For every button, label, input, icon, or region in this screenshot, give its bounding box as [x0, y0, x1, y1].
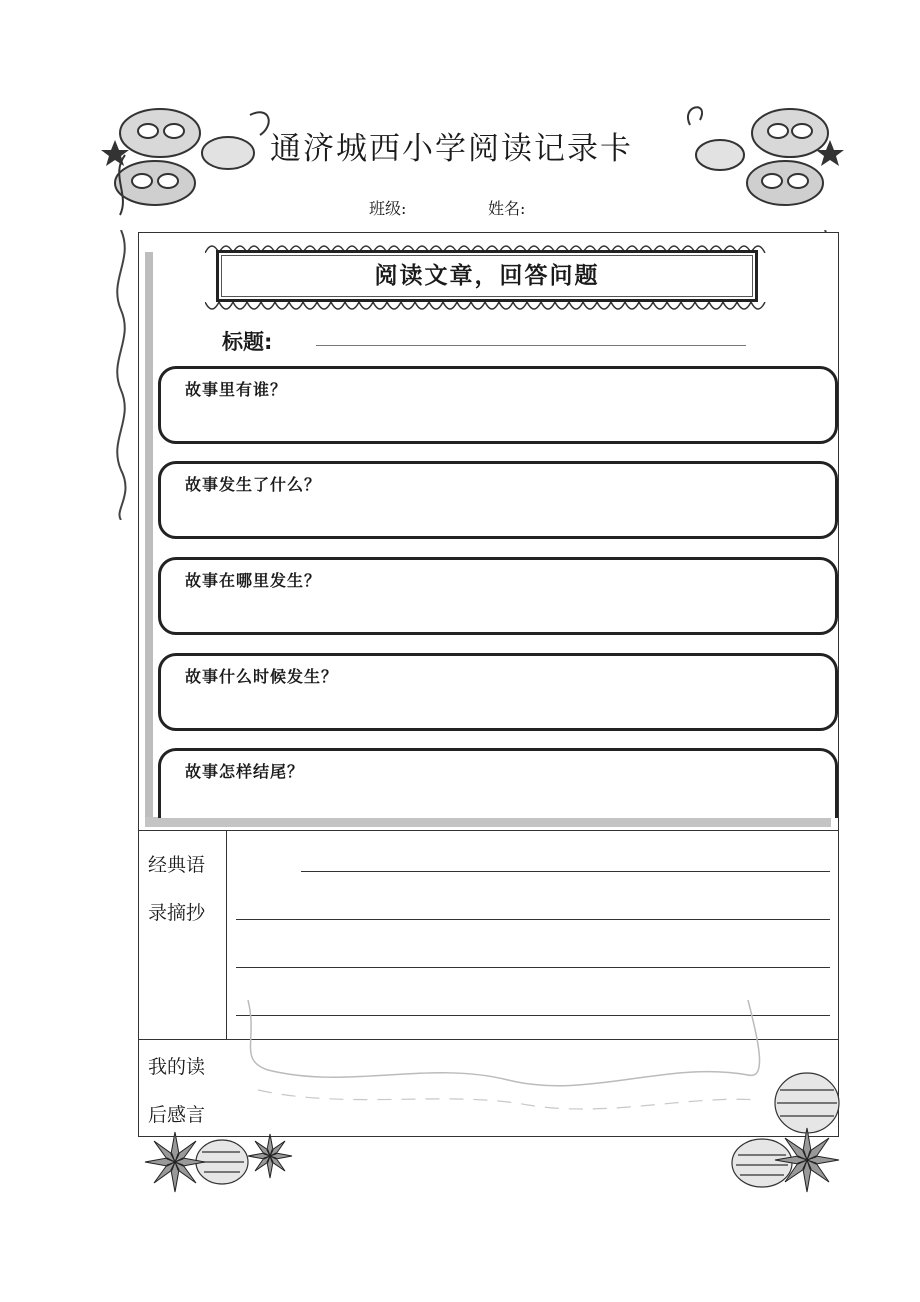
flower-decoration-left — [140, 1122, 300, 1197]
quote-line-1[interactable] — [301, 871, 830, 872]
table-column-divider — [226, 831, 227, 1039]
question-when: 故事什么时候发生？ — [185, 667, 339, 686]
mask-icon — [120, 109, 200, 157]
quote-line-3[interactable] — [236, 967, 830, 968]
ribbon-border-left — [104, 230, 138, 520]
quotes-label-line2: 录摘抄 — [148, 902, 206, 924]
question-box-ending[interactable] — [158, 748, 838, 818]
question-where: 故事在哪里发生？ — [185, 571, 322, 590]
page-title: 通济城西小学阅读记录卡 — [270, 131, 633, 167]
mask-icon — [752, 109, 828, 157]
quote-line-2[interactable] — [236, 919, 830, 920]
curtain-decoration — [228, 1000, 788, 1120]
story-title-field[interactable] — [316, 345, 746, 346]
reflection-label-line2: 后感言 — [148, 1104, 206, 1126]
worksheet-shadow-left — [145, 252, 153, 817]
worksheet-shadow-bottom — [145, 817, 831, 827]
banner-scallop-bottom — [205, 302, 770, 316]
class-label: 班级: — [369, 199, 407, 218]
mask-decoration-right — [680, 95, 850, 235]
story-title-label: 标题: — [222, 330, 273, 354]
flower-icon — [145, 1132, 205, 1192]
leaf-icon — [732, 1139, 792, 1187]
question-who: 故事里有谁？ — [185, 380, 288, 399]
question-box-who[interactable] — [158, 366, 838, 444]
mask-decoration-left — [100, 95, 280, 235]
quotes-label-line1: 经典语 — [148, 854, 206, 876]
question-what: 故事发生了什么？ — [185, 475, 322, 494]
name-label: 姓名: — [488, 199, 526, 218]
flower-icon — [775, 1128, 839, 1192]
question-box-when[interactable] — [158, 653, 838, 731]
worksheet-banner — [216, 250, 758, 302]
ribbon-icon — [117, 230, 125, 520]
question-box-what[interactable] — [158, 461, 838, 539]
question-box-where[interactable] — [158, 557, 838, 635]
mask-icon — [115, 161, 195, 205]
banner-text: 阅读文章，回答问题 — [374, 263, 600, 289]
flower-decoration-right — [722, 1065, 847, 1195]
mask-icon — [747, 161, 823, 205]
flower-icon — [248, 1134, 292, 1178]
question-ending: 故事怎样结尾？ — [185, 762, 305, 781]
mask-icon — [202, 137, 254, 169]
mask-icon — [696, 140, 744, 170]
reflection-label-line1: 我的读 — [148, 1056, 206, 1078]
